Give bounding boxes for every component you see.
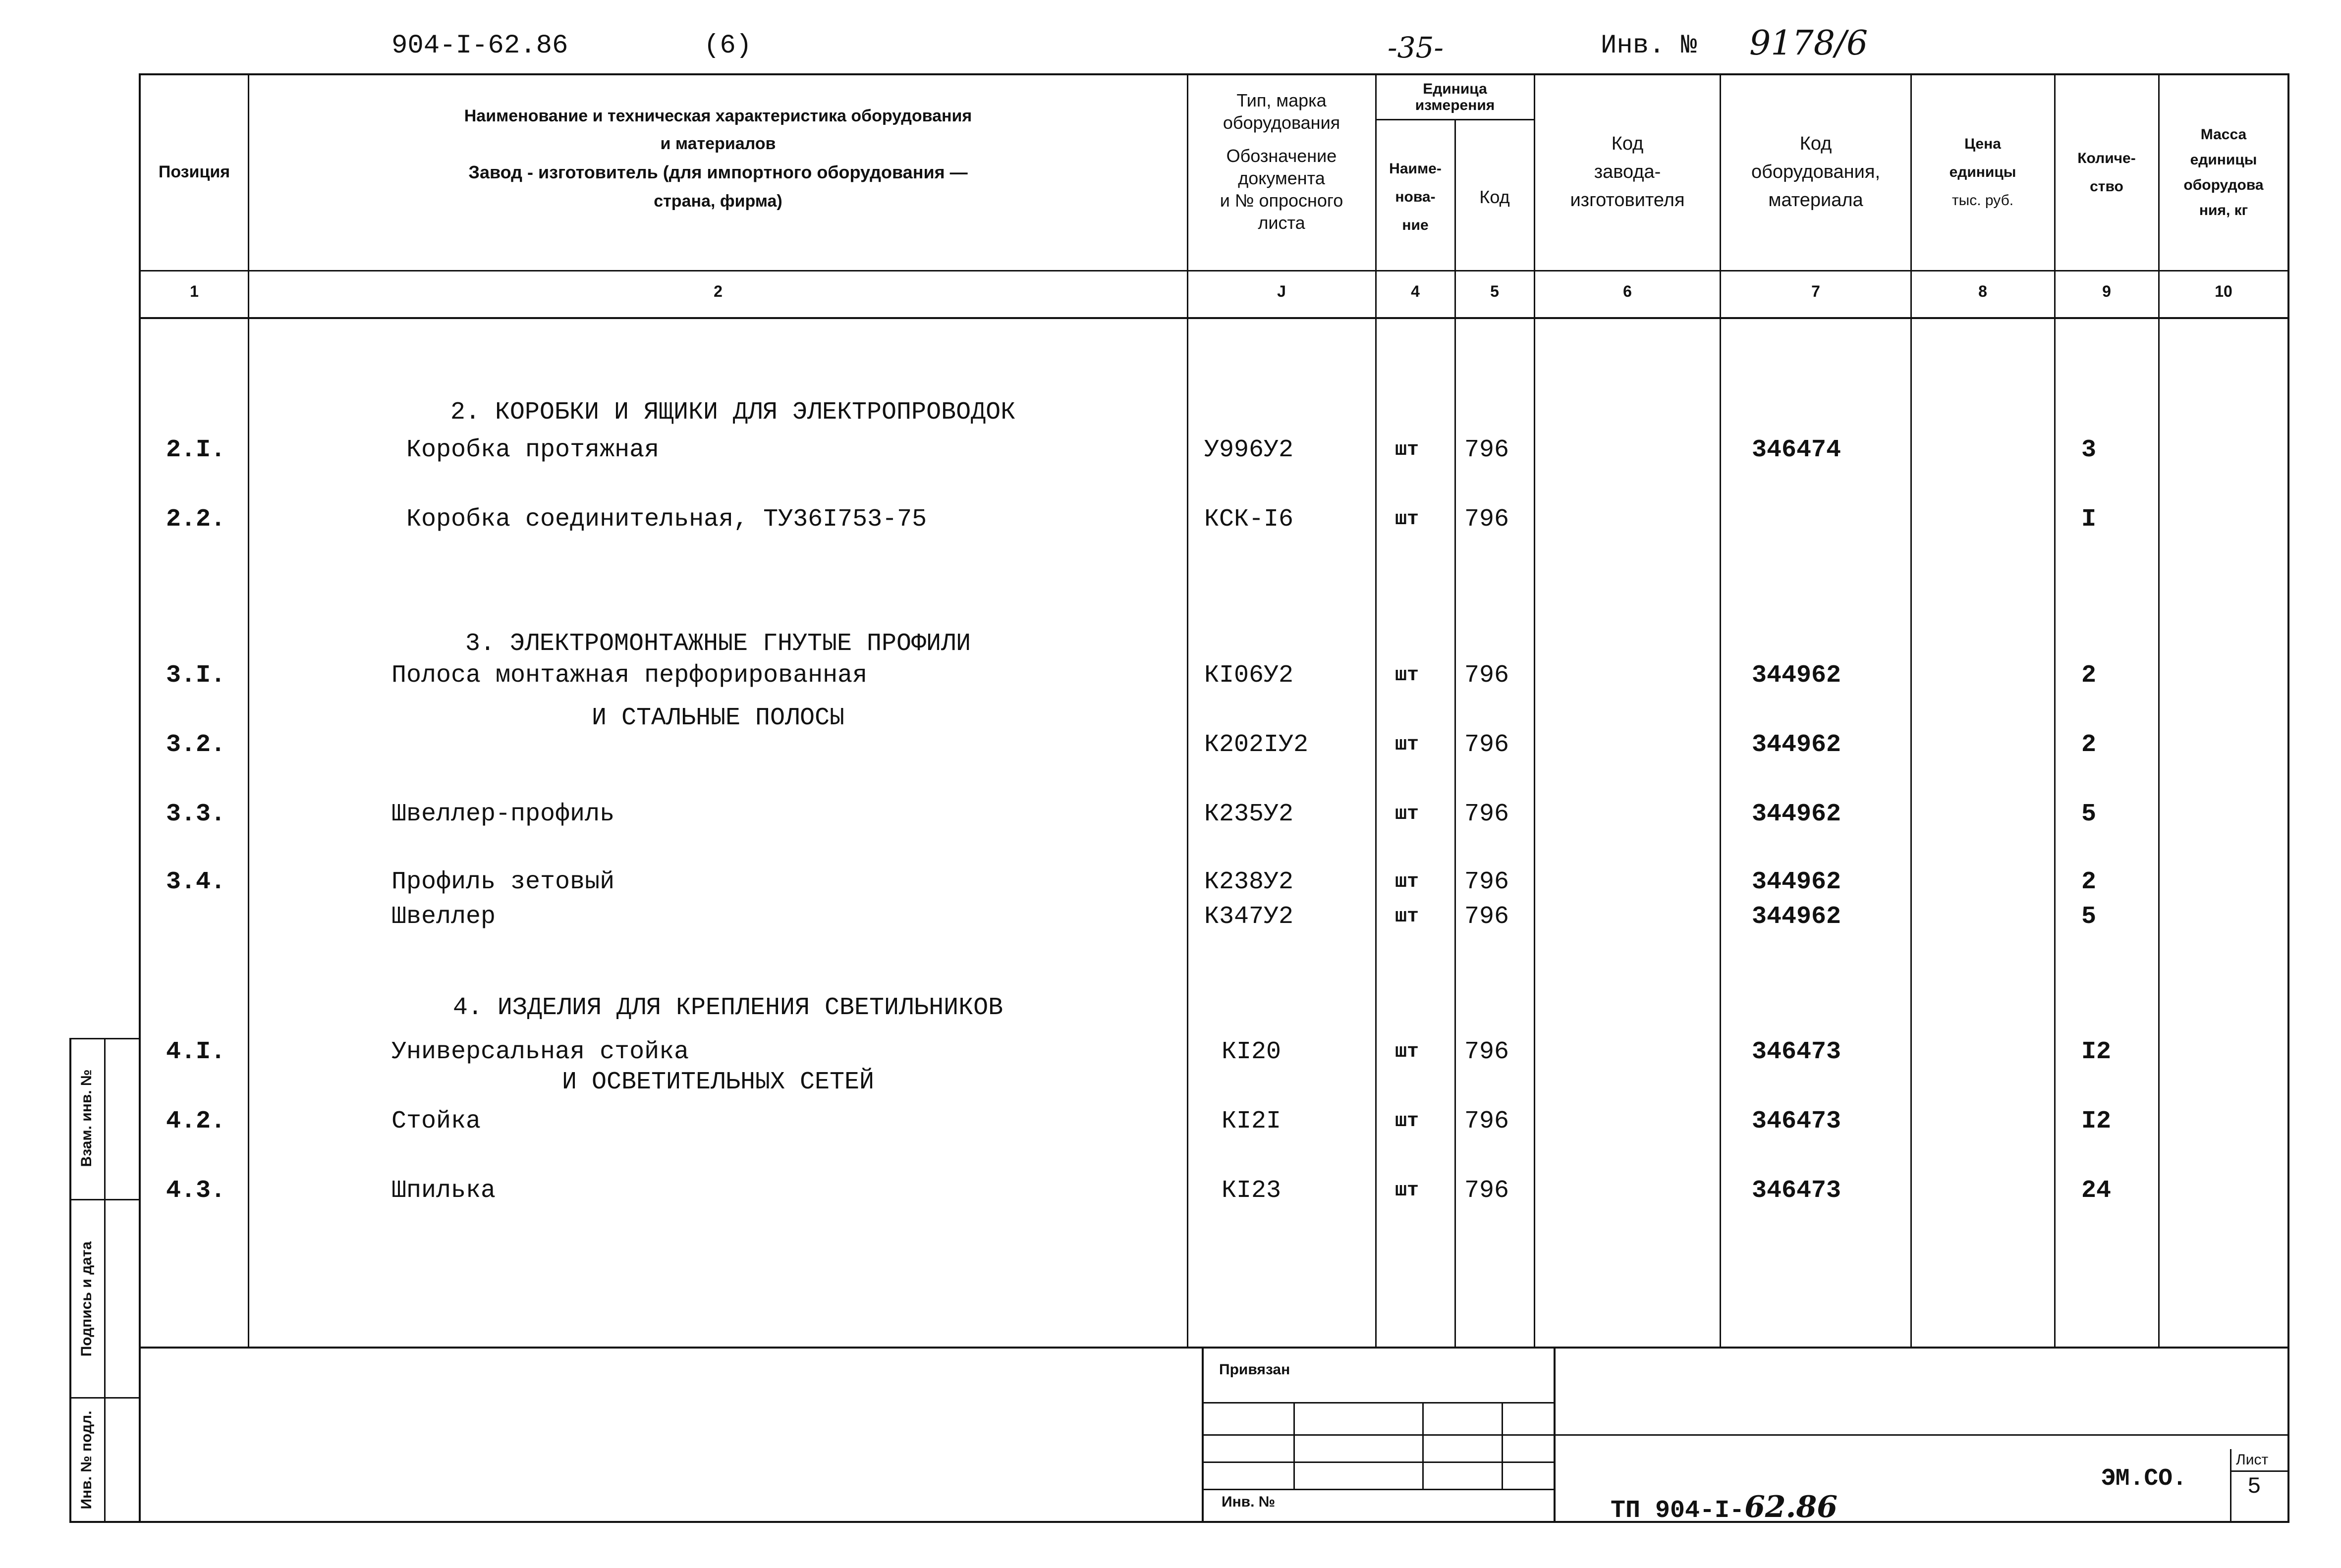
stamp-inv-label: Инв. № <box>1222 1494 1276 1510</box>
stamp-divider-right <box>1554 1347 1556 1521</box>
row-unit: шт <box>1395 906 1419 928</box>
row-unit-code: 796 <box>1464 1177 1509 1205</box>
row-position: 3.3. <box>166 800 226 828</box>
row-equipment-code: 346473 <box>1752 1038 1841 1066</box>
stamp-project-code: ТП 904-I-62.86 <box>1611 1490 1838 1525</box>
col-number-9: 9 <box>2102 282 2111 300</box>
header-name: Наименование и техническая характеристика оборудования и материалов Завод - изготовитель (для импортного оборудования — страна, фирма) <box>464 107 972 211</box>
column-numbers-bottom-line <box>139 317 2289 319</box>
stamp-grid-v-3 <box>1502 1402 1503 1489</box>
stamp-grid-line-1 <box>1202 1402 1554 1404</box>
row-name: Профиль зетовый <box>391 868 615 896</box>
col-divider-1 <box>248 73 249 1348</box>
stamp-grid-line-3 <box>1202 1461 1554 1463</box>
row-unit-code: 796 <box>1464 436 1509 464</box>
row-quantity: 24 <box>2081 1177 2112 1205</box>
table-bottom-line <box>139 1347 2289 1349</box>
row-quantity: 2 <box>2081 731 2097 759</box>
side-stamp-podpis: Подпись и дата <box>78 1241 95 1357</box>
row-position: 4.I. <box>166 1038 226 1066</box>
col-number-3: J <box>1277 282 1286 300</box>
row-equipment-code: 344962 <box>1752 800 1841 828</box>
stamp-privyazan-label: Привязан <box>1219 1361 1290 1378</box>
stamp-sheet-number: 5 <box>2247 1474 2261 1500</box>
row-equipment-code: 346474 <box>1752 436 1841 464</box>
stamp-title-line <box>1554 1434 2289 1436</box>
row-name: Универсальная стойка <box>391 1038 689 1066</box>
stamp-grid-line-4 <box>1202 1489 1554 1490</box>
row-quantity: 3 <box>2081 436 2097 464</box>
col-number-10: 10 <box>2215 282 2232 300</box>
side-stamp-left <box>69 1038 71 1523</box>
stamp-grid-line-2 <box>1202 1434 1554 1436</box>
row-type: КI23 <box>1222 1177 1282 1205</box>
header-equipment-code: Код оборудования, материала <box>1751 133 1881 211</box>
row-unit-code: 796 <box>1464 505 1509 534</box>
row-type: У996У2 <box>1204 436 1294 464</box>
row-quantity: 5 <box>2081 800 2097 828</box>
row-unit-code: 796 <box>1464 1038 1509 1066</box>
stamp-sheet-line <box>2230 1470 2287 1472</box>
row-name: Коробка протяжная <box>406 436 660 464</box>
row-name: Коробка соединительная, ТУ36I753-75 <box>406 505 927 534</box>
header-type: Тип, марка оборудования Обозначение документа и № опросного листа <box>1220 90 1343 233</box>
row-position: 4.2. <box>166 1107 226 1135</box>
row-type: К202IУ2 <box>1204 731 1309 759</box>
header-unit-code: Код <box>1479 186 1510 207</box>
col-divider-4 <box>1454 119 1456 1348</box>
col-number-2: 2 <box>714 282 723 300</box>
stamp-grid-v-2 <box>1422 1402 1424 1489</box>
col-divider-2 <box>1187 73 1188 1348</box>
row-name: Швеллер <box>391 903 496 931</box>
inventory-value: 9178/6 <box>1749 24 1868 63</box>
col-number-7: 7 <box>1811 282 1820 300</box>
row-unit-code: 796 <box>1464 731 1509 759</box>
row-name: Стойка <box>391 1107 481 1135</box>
frame-bottom-line <box>69 1521 2289 1523</box>
row-type: КI06У2 <box>1204 661 1294 690</box>
header-unit-group: Единица измерения <box>1415 81 1495 113</box>
row-name: Шпилька <box>391 1177 496 1205</box>
row-unit-code: 796 <box>1464 1107 1509 1135</box>
row-equipment-code: 344962 <box>1752 661 1841 690</box>
row-type: К238У2 <box>1204 868 1294 896</box>
section-heading-2: 2. КОРОБКИ И ЯЩИКИ ДЛЯ ЭЛЕКТРОПРОВОДОК <box>450 398 1016 427</box>
row-name: Швеллер-профиль <box>391 800 615 828</box>
header-unit-name: Наиме- нова- ние <box>1389 161 1442 233</box>
header-factory-code: Код завода- изготовителя <box>1570 133 1685 211</box>
row-position: 2.2. <box>166 505 226 534</box>
row-type: КI2I <box>1222 1107 1282 1135</box>
document-bracket-number: (6) <box>704 31 752 61</box>
row-position: 3.4. <box>166 868 226 896</box>
row-equipment-code: 344962 <box>1752 868 1841 896</box>
row-quantity: I <box>2081 505 2097 534</box>
header-price: Цена единицы тыс. руб. <box>1949 136 2016 209</box>
section-heading-4: 4. ИЗДЕЛИЯ ДЛЯ КРЕПЛЕНИЯ СВЕТИЛЬНИКОВ И ОСВЕТИТЕЛЬНЫХ СЕТЕЙ <box>452 994 1003 1096</box>
header-position: Позиция <box>158 162 230 182</box>
section-heading-3: 3. ЭЛЕКТРОМОНТАЖНЫЕ ГНУТЫЕ ПРОФИЛИ И СТАЛЬНЫЕ ПОЛОСЫ <box>465 630 971 732</box>
col-number-6: 6 <box>1623 282 1632 300</box>
row-equipment-code: 346473 <box>1752 1107 1841 1135</box>
row-type: К347У2 <box>1204 903 1294 931</box>
row-unit: шт <box>1395 803 1419 825</box>
inventory-label: Инв. № <box>1601 31 1697 61</box>
row-unit-code: 796 <box>1464 868 1509 896</box>
row-type: КСК-I6 <box>1204 505 1294 534</box>
row-unit: шт <box>1395 734 1419 756</box>
header-quantity: Количе- ство <box>2077 150 2136 195</box>
frame-right-line <box>2287 73 2289 1523</box>
stamp-sheet-label: Лист <box>2236 1452 2269 1468</box>
unit-group-line <box>1375 119 1534 120</box>
stamp-divider-left <box>1202 1347 1204 1521</box>
page-mark: -35- <box>1388 31 1444 64</box>
row-unit: шт <box>1395 1041 1419 1063</box>
row-quantity: 2 <box>2081 868 2097 896</box>
row-unit: шт <box>1395 664 1419 687</box>
row-equipment-code: 346473 <box>1752 1177 1841 1205</box>
row-equipment-code: 344962 <box>1752 731 1841 759</box>
row-equipment-code: 344962 <box>1752 903 1841 931</box>
document-number: 904-I-62.86 <box>391 31 568 61</box>
header-mass: Масса единицы оборудова ния, кг <box>2183 126 2264 218</box>
row-unit-code: 796 <box>1464 661 1509 690</box>
side-stamp-middle <box>104 1038 106 1523</box>
row-unit: шт <box>1395 871 1419 893</box>
row-position: 2.I. <box>166 436 226 464</box>
row-quantity: 2 <box>2081 661 2097 690</box>
row-quantity: 5 <box>2081 903 2097 931</box>
row-type: К235У2 <box>1204 800 1294 828</box>
col-number-5: 5 <box>1490 282 1499 300</box>
row-unit: шт <box>1395 508 1419 531</box>
row-unit-code: 796 <box>1464 800 1509 828</box>
col-number-8: 8 <box>1978 282 1987 300</box>
side-stamp-vzam: Взам. инв. № <box>78 1069 95 1167</box>
col-number-1: 1 <box>190 282 199 300</box>
stamp-sheet-code: ЭМ.СО. <box>2101 1465 2187 1492</box>
col-number-4: 4 <box>1411 282 1420 300</box>
row-quantity: I2 <box>2081 1038 2112 1066</box>
row-unit: шт <box>1395 1180 1419 1202</box>
stamp-sheet-divider <box>2230 1449 2231 1521</box>
side-stamp-inv-podl: Инв. № подл. <box>78 1410 95 1510</box>
row-name: Полоса монтажная перфорированная <box>391 661 868 690</box>
stamp-grid-v-1 <box>1293 1402 1295 1489</box>
row-unit-code: 796 <box>1464 903 1509 931</box>
row-position: 3.2. <box>166 731 226 759</box>
row-unit: шт <box>1395 439 1419 461</box>
row-type: КI20 <box>1222 1038 1282 1066</box>
header-bottom-line <box>139 270 2289 271</box>
row-quantity: I2 <box>2081 1107 2112 1135</box>
row-position: 4.3. <box>166 1177 226 1205</box>
row-position: 3.I. <box>166 661 226 690</box>
row-unit: шт <box>1395 1110 1419 1133</box>
